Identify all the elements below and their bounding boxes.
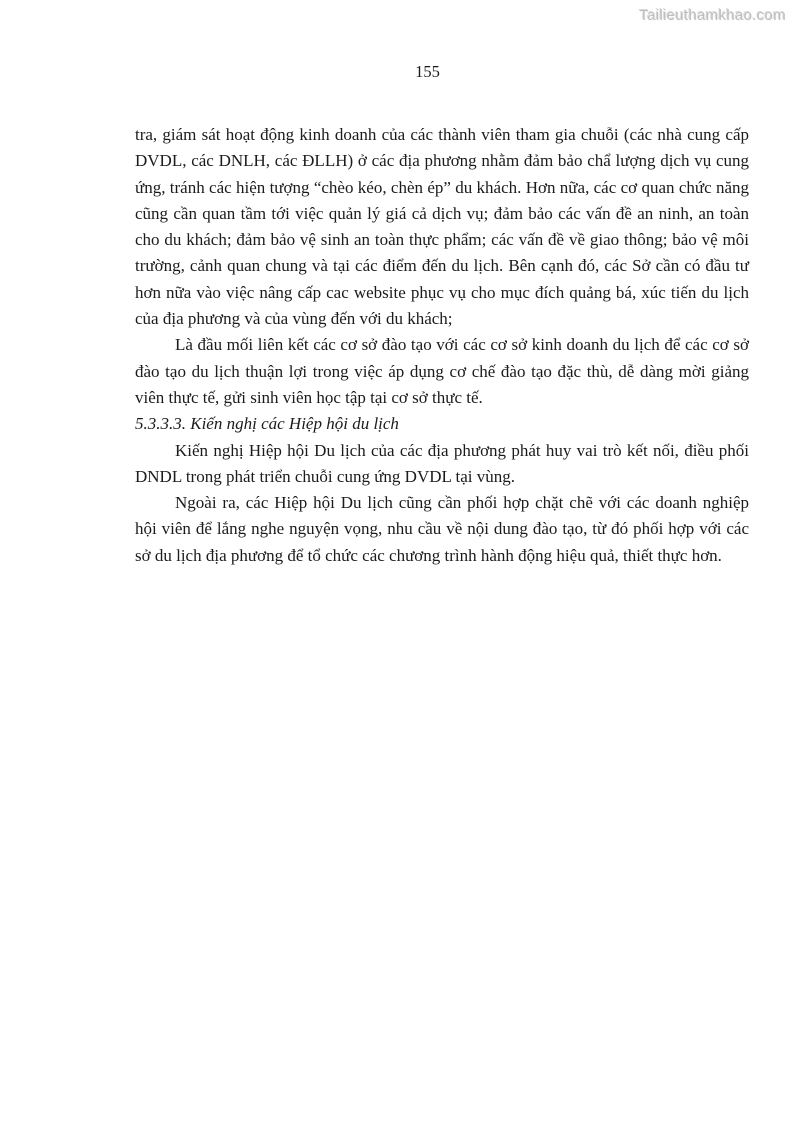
paragraph-training-link: Là đầu mối liên kết các cơ sở đào tạo với các cơ sở kinh doanh du lịch để các cơ sở đào tạo du lịch thuận lợi trong việc áp dụng cơ chế đào tạo đặc thù, dễ dàng mời giảng viên thực tế, gửi sinh viên học tập tại cơ sở thực tế. (135, 335, 749, 407)
document-body (135, 122, 749, 569)
paragraph-association-cooperation: Ngoài ra, các Hiệp hội Du lịch cũng cần phối hợp chặt chẽ với các doanh nghiệp hội viên để lắng nghe nguyện vọng, nhu cầu về nội dung đào tạo, từ đó phối hợp với các sở du lịch địa phương để tổ chức các chương trình hành động hiệu quả, thiết thực hơn. (135, 493, 749, 565)
page-number: 155 (415, 62, 440, 81)
paragraph-association-recommendation: Kiến nghị Hiệp hội Du lịch của các địa phương phát huy vai trò kết nối, điều phối DNDL trong phát triển chuỗi cung ứng DVDL tại vùng. (135, 440, 749, 486)
section-heading-5333: 5.3.3.3. Kiến nghị các Hiệp hội du lịch (135, 414, 399, 434)
paragraph-inspection-monitoring: tra, giám sát hoạt động kinh doanh của các thành viên tham gia chuỗi (các nhà cung cấp DVDL, các DNLH, các ĐLLH) ở các địa phương nhằm đảm bảo chẩ lượng dịch vụ cung ứng, tránh các hiện tượng “chèo kéo, chèn ép” du khách. Hơn nữa, các cơ quan chức năng cũng cần quan tầm tới việc quản lý giá cả dịch vụ; đảm bảo các vấn đề an ninh, an toàn cho du khách; đảm bảo vệ sinh an toàn thực phẩm; các vấn đề về giao thông; bảo vệ môi trường, cảnh quan chung và tại các điểm đến du lịch. Bên cạnh đó, các Sở cần có đầu tư hơn nữa vào việc nâng cấp cac website phục vụ cho mục đích quảng bá, xúc tiến du lịch của địa phương và của vùng đến với du khách; (135, 125, 749, 329)
site-watermark: Tailieuthamkhao.com (639, 7, 786, 24)
